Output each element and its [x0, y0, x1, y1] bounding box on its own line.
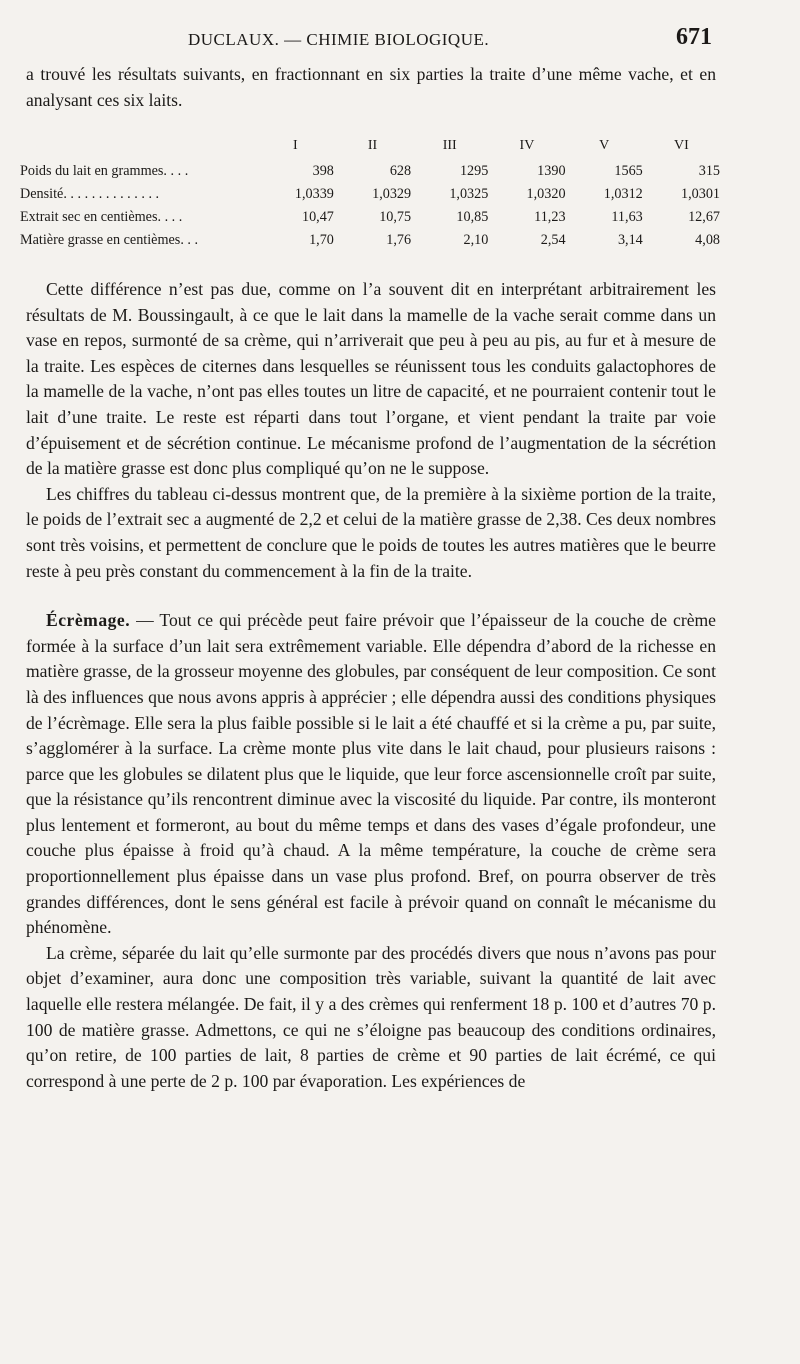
table-cell: 1,0320 — [526, 186, 566, 202]
column-header: VI — [673, 138, 689, 153]
milk-analysis-table — [20, 138, 720, 252]
table-cell: 628 — [389, 163, 412, 179]
row-label: Densité. . . . . . . . . . . . . . — [20, 186, 160, 202]
column-header: III — [442, 138, 457, 153]
table-cell: 1,0301 — [680, 186, 720, 202]
table-cell: 11,23 — [534, 209, 566, 225]
table-cell: 1390 — [537, 163, 566, 179]
paragraph: Les chiffres du tableau ci-dessus montrent que, de la première à la sixième portion de la traite, le poids de l’extrait sec a augmenté de 2,2 et celui de la matière grasse de 2,38. Ces deux nombres sont très voisins, et permettent de conclure que le poids de toutes les autres matières que le beurre reste à peu près constant du commencement à la fin de la traite. — [26, 483, 716, 581]
section-text: — Tout ce qui précède peut faire prévoir que l’épaisseur de la couche de crème formée à la surface d’un lait sera extrêmement variable. Elle dépendra d’abord de la richesse en matière grasse, de la grosseur moyenne des globules, par conséquent de leur composition. Ce sont là des influences que nous avons appris à apprécier ; elle dépendra aussi des conditions physiques de l’écrèmage. Elle sera la plus faible possible si le lait a été chauffé et si la crème a pu, par suite, s’agglomérer à la surface. La crème monte plus vite dans le lait chaud, pour plusieurs raisons : parce que les globules se dilatent plus que le liquide, que leur force ascensionnelle croît par suite, que la résistance qu’ils rencontrent diminue avec la viscosité du liquide. Par contre, ils monteront plus lentement et formeront, au bout du même temps et dans des vases d’égale profondeur, une couche plus épaisse à froid qu’à chaud. A la même température, la couche de crème sera proportionnellement plus épaisse dans un vase plus profond. Bref, on pourra observer de très grandes différences, dont le sens général est facile à prévoir quand on connaît le mécanisme du phénomène. — [26, 610, 716, 938]
table-row — [20, 160, 720, 183]
table-row — [20, 206, 720, 229]
column-header: I — [292, 138, 298, 153]
table-row — [20, 183, 720, 206]
paragraph: Cette différence n’est pas due, comme on l’a souvent dit en interprétant arbitrairement les résultats de M. Boussingault, à ce que le lait dans la mamelle de la vache serait comme dans un vase en repos, surmonté de sa crème, qui n’arriverait que peu à peu au pis, au fur et à mesure de la traite. Les espèces de citernes dans lesquelles se réunissent tous les conduits galactophores de la mamelle de la vache, n’ont pas elles toutes un litre de capacité, et ne pourraient contenir tout le lait d’une traite. Le reste est réparti dans tout l’organe, et vient pendant la traite par voie d’épuisement et de sécrétion continue. Le mécanisme profond de l’augmentation de la sécrétion de la matière grasse est donc plus compliqué qu’on ne le suppose. — [26, 279, 716, 479]
table-cell: 1,0325 — [449, 186, 489, 202]
page-number: 671 — [676, 24, 712, 50]
section-paragraph — [26, 608, 716, 941]
section-title: Écrèmage. — [46, 610, 131, 631]
column-header: II — [367, 138, 378, 153]
page-header — [0, 22, 800, 56]
intro-paragraph: a trouvé les résultats suivants, en fractionnant en six parties la traite d’une même vache, et en analysant ces six laits. — [26, 64, 716, 110]
table-cell: 2,10 — [463, 232, 489, 248]
table-cell: 1,76 — [386, 232, 412, 248]
table-cell: 1,0329 — [372, 186, 412, 202]
row-label: Poids du lait en grammes. . . . — [20, 163, 189, 179]
column-header: V — [599, 138, 610, 153]
table-cell: 11,63 — [611, 209, 643, 225]
table-cell: 398 — [312, 163, 334, 179]
table-cell: 10,85 — [456, 209, 489, 225]
table-row — [20, 229, 720, 252]
table-header-row — [20, 138, 720, 160]
row-label: Matière grasse en centièmes. . . — [20, 232, 199, 248]
table-cell: 10,47 — [301, 209, 334, 225]
table-cell: 1,0312 — [603, 186, 643, 202]
running-head: DUCLAUX. — CHIMIE BIOLOGIQUE. — [188, 30, 490, 49]
body-text — [26, 277, 716, 1094]
column-header: IV — [519, 138, 535, 153]
table-cell: 12,67 — [688, 209, 720, 225]
table-cell: 315 — [698, 163, 720, 179]
table-cell: 4,08 — [695, 232, 720, 248]
intro-block — [26, 62, 716, 113]
row-label: Extrait sec en centièmes. . . . — [20, 209, 183, 225]
table-cell: 3,14 — [617, 232, 643, 248]
table-cell: 1,70 — [309, 232, 334, 248]
table-corner — [20, 138, 257, 160]
table-cell: 1295 — [459, 163, 489, 179]
section-gap — [26, 584, 716, 608]
table-cell: 10,75 — [379, 209, 412, 225]
table-cell: 1,0339 — [294, 186, 334, 202]
table-cell: 2,54 — [540, 232, 566, 248]
table-cell: 1565 — [614, 163, 643, 179]
paragraph: La crème, séparée du lait qu’elle surmonte par des procédés divers que nous n’avons pas pour objet d’examiner, aura donc une composition très variable, suivant la quantité de lait avec laquelle elle restera mélangée. De fait, il y a des crèmes qui renferment 18 p. 100 et d’autres 70 p. 100 de matière grasse. Admettons, ce qui ne s’éloigne pas beaucoup des conditions ordinaires, qu’on retire, de 100 parties de lait, 8 parties de crème et 90 parties de lait écrémé, ce qui correspond à une perte de 2 p. 100 par évaporation. Les expériences de — [26, 942, 716, 1091]
